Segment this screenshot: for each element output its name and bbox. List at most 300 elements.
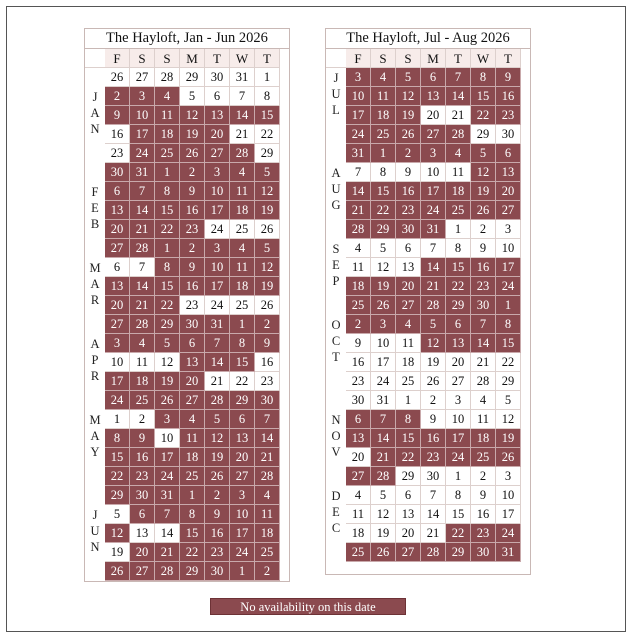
day-cell-unavailable: 27 [230,467,255,486]
day-cell-available: 19 [421,353,446,372]
day-cell-available: 20 [396,524,421,543]
day-cell-unavailable: 29 [155,315,180,334]
day-cell-unavailable: 20 [180,372,205,391]
calendar-title: The Hayloft, Jul - Aug 2026 [326,29,530,49]
day-cell-unavailable: 24 [496,277,521,296]
weekday-label: T [205,49,230,68]
day-cell-available: 7 [346,163,371,182]
day-cell-unavailable: 12 [255,258,280,277]
day-cell-unavailable: 29 [105,486,130,505]
day-cell-unavailable: 28 [230,144,255,163]
day-cell-unavailable: 30 [471,543,496,562]
day-cell-unavailable: 14 [446,87,471,106]
day-cell-unavailable: 25 [155,144,180,163]
day-cell-available: 4 [346,239,371,258]
day-cell-unavailable: 16 [471,258,496,277]
day-cell-unavailable: 8 [496,315,521,334]
day-cell-unavailable: 28 [371,467,396,486]
day-cell-available: 21 [205,372,230,391]
day-cell-available: 9 [346,334,371,353]
day-cell-unavailable: 28 [346,220,371,239]
day-cell-unavailable: 24 [155,467,180,486]
day-cell-unavailable: 13 [446,334,471,353]
day-cell-unavailable: 6 [446,315,471,334]
day-cell-unavailable: 15 [371,182,396,201]
day-cell-unavailable: 17 [130,125,155,144]
day-cell-available: 25 [396,372,421,391]
day-cell-available: 3 [496,467,521,486]
day-cell-unavailable: 21 [371,448,396,467]
day-cell-unavailable: 19 [255,277,280,296]
day-cell-unavailable: 25 [180,467,205,486]
day-cell-unavailable: 27 [105,315,130,334]
day-cell-unavailable: 12 [180,106,205,125]
day-cell-unavailable: 16 [421,429,446,448]
day-cell-available: 20 [421,106,446,125]
weekday-label: T [255,49,280,68]
day-cell-unavailable: 6 [421,68,446,87]
day-cell-unavailable: 1 [155,239,180,258]
day-cell-available: 26 [255,296,280,315]
day-cell-unavailable: 16 [205,524,230,543]
day-cell-available: 4 [346,486,371,505]
day-cell-unavailable: 18 [255,524,280,543]
day-cell-available: 5 [371,239,396,258]
day-cell-unavailable: 1 [180,486,205,505]
day-cell-unavailable: 4 [230,239,255,258]
day-cell-available: 8 [371,163,396,182]
day-cell-unavailable: 10 [346,87,371,106]
day-cell-unavailable: 25 [346,296,371,315]
day-cell-available: 29 [471,125,496,144]
day-cell-unavailable: 20 [105,296,130,315]
day-cell-unavailable: 2 [205,486,230,505]
day-cell-unavailable: 22 [105,467,130,486]
day-cell-unavailable: 18 [230,201,255,220]
day-cell-available: 13 [130,524,155,543]
day-cell-available: 30 [205,68,230,87]
day-cell-available: 9 [471,486,496,505]
calendar-title: The Hayloft, Jan - Jun 2026 [85,29,289,49]
weekday-spacer [85,49,105,68]
day-cell-unavailable: 2 [255,315,280,334]
day-cell-available: 18 [396,353,421,372]
month-label: A P R [90,337,100,383]
day-cell-unavailable: 22 [446,277,471,296]
day-cell-available: 10 [155,429,180,448]
day-cell-unavailable: 21 [130,296,155,315]
day-cell-unavailable: 6 [230,410,255,429]
day-cell-unavailable: 2 [105,87,130,106]
month-label: M A Y [89,413,101,459]
day-cell-unavailable: 14 [421,258,446,277]
day-cell-unavailable: 26 [471,201,496,220]
day-cell-unavailable: 18 [346,277,371,296]
day-cell-unavailable: 14 [471,334,496,353]
day-cell-unavailable: 12 [471,163,496,182]
day-cell-unavailable: 3 [105,334,130,353]
day-cell-unavailable: 5 [471,144,496,163]
day-cell-unavailable: 24 [421,201,446,220]
day-cell-unavailable: 23 [496,106,521,125]
day-cell-unavailable: 25 [130,391,155,410]
day-cell-available: 12 [371,258,396,277]
day-cell-available: 23 [255,372,280,391]
day-cell-unavailable: 29 [180,562,205,581]
day-cell-available: 20 [446,353,471,372]
day-cell-unavailable: 28 [446,125,471,144]
weekday-header [326,49,530,68]
month-column [85,68,105,581]
calendar-grid [85,68,289,581]
day-cell-unavailable: 9 [180,258,205,277]
day-cell-unavailable: 15 [396,429,421,448]
day-cell-available: 9 [471,239,496,258]
day-cell-unavailable: 9 [180,182,205,201]
day-cell-available: 26 [255,220,280,239]
day-cell-available: 25 [230,296,255,315]
day-cell-available: 22 [255,125,280,144]
day-cell-unavailable: 13 [346,429,371,448]
day-cell-unavailable: 23 [421,448,446,467]
day-cell-available: 7 [421,239,446,258]
weekday-label: F [346,49,371,68]
day-cell-unavailable: 12 [105,524,130,543]
day-cell-unavailable: 3 [371,315,396,334]
day-cell-available: 2 [130,410,155,429]
day-cell-unavailable: 17 [446,429,471,448]
day-cell-available: 11 [346,258,371,277]
day-cell-available: 1 [396,391,421,410]
weekday-spacer [326,49,346,68]
day-cell-available: 9 [421,410,446,429]
day-cell-available: 17 [371,353,396,372]
day-cell-unavailable: 4 [155,87,180,106]
day-cell-unavailable: 5 [205,410,230,429]
day-cell-unavailable: 25 [471,448,496,467]
day-cell-unavailable: 8 [230,334,255,353]
day-cell-unavailable: 19 [471,182,496,201]
day-cell-available: 11 [346,505,371,524]
day-cell-unavailable: 7 [155,505,180,524]
day-cell-unavailable: 20 [205,125,230,144]
day-cell-unavailable: 11 [180,429,205,448]
weekday-label: T [496,49,521,68]
day-cell-unavailable: 19 [180,125,205,144]
month-label: J U L [331,71,341,117]
day-cell-unavailable: 28 [130,315,155,334]
day-cell-unavailable: 23 [205,543,230,562]
day-cell-available: 30 [421,467,446,486]
day-cell-unavailable: 24 [230,543,255,562]
day-cell-unavailable: 18 [230,277,255,296]
day-cell-unavailable: 9 [130,429,155,448]
day-cell-unavailable: 15 [105,448,130,467]
weekday-label: T [446,49,471,68]
day-cell-unavailable: 23 [396,201,421,220]
day-cell-unavailable: 11 [230,258,255,277]
day-cell-available: 10 [496,486,521,505]
day-cell-unavailable: 1 [371,144,396,163]
day-cell-unavailable: 8 [155,182,180,201]
day-cell-available: 8 [446,486,471,505]
day-cell-available: 22 [496,353,521,372]
day-cell-available: 1 [255,68,280,87]
day-cell-unavailable: 20 [130,543,155,562]
day-cell-unavailable: 18 [130,372,155,391]
day-cell-unavailable: 19 [205,448,230,467]
day-cell-unavailable: 27 [396,543,421,562]
day-cell-available: 31 [230,68,255,87]
day-cell-unavailable: 27 [180,391,205,410]
day-cell-unavailable: 17 [205,201,230,220]
day-cell-available: 26 [421,372,446,391]
day-cell-unavailable: 10 [205,258,230,277]
month-label: M A R [89,261,101,307]
day-cell-unavailable: 29 [446,543,471,562]
weekday-label: S [396,49,421,68]
day-cell-unavailable: 4 [446,144,471,163]
day-cell-available: 14 [421,505,446,524]
day-cell-unavailable: 17 [230,524,255,543]
calendar-grid [326,68,530,574]
day-cell-unavailable: 30 [180,315,205,334]
day-cell-unavailable: 13 [180,353,205,372]
day-cell-available: 8 [255,87,280,106]
day-cell-unavailable: 7 [205,334,230,353]
day-cell-unavailable: 20 [496,182,521,201]
day-cell-unavailable: 30 [255,391,280,410]
day-cell-unavailable: 22 [180,543,205,562]
day-cell-unavailable: 3 [230,486,255,505]
day-cell-unavailable: 15 [471,87,496,106]
day-cell-unavailable: 26 [205,467,230,486]
day-cell-available: 23 [180,296,205,315]
day-cell-unavailable: 22 [471,106,496,125]
day-cell-unavailable: 29 [230,391,255,410]
day-cell-unavailable: 21 [255,448,280,467]
day-cell-unavailable: 30 [471,296,496,315]
day-cell-unavailable: 15 [155,201,180,220]
day-cell-unavailable: 2 [255,562,280,581]
day-cell-available: 10 [496,239,521,258]
day-cell-available: 24 [205,296,230,315]
day-cell-unavailable: 3 [205,239,230,258]
day-cell-unavailable: 7 [446,68,471,87]
day-cell-unavailable: 1 [496,296,521,315]
weekday-label: F [105,49,130,68]
day-cell-available: 29 [180,68,205,87]
day-cell-available: 24 [371,372,396,391]
day-cell-unavailable: 20 [105,220,130,239]
day-cell-unavailable: 16 [180,277,205,296]
day-cell-unavailable: 14 [346,182,371,201]
day-cell-available: 11 [446,163,471,182]
day-cell-unavailable: 22 [155,220,180,239]
day-cell-available: 8 [446,239,471,258]
day-cell-unavailable: 15 [496,334,521,353]
day-cell-unavailable: 12 [421,334,446,353]
day-cell-unavailable: 5 [421,315,446,334]
day-cell-available: 21 [230,125,255,144]
day-cell-unavailable: 7 [255,410,280,429]
day-cell-unavailable: 18 [180,448,205,467]
day-cell-available: 16 [471,505,496,524]
day-cell-unavailable: 11 [230,182,255,201]
day-cell-unavailable: 1 [230,315,255,334]
day-cell-available: 7 [421,486,446,505]
day-cell-unavailable: 17 [155,448,180,467]
day-cell-unavailable: 12 [205,429,230,448]
day-cell-unavailable: 13 [421,87,446,106]
day-cell-unavailable: 3 [130,87,155,106]
day-cell-available: 16 [255,353,280,372]
day-cell-unavailable: 3 [421,144,446,163]
day-cell-available: 11 [130,353,155,372]
day-cell-available: 29 [496,372,521,391]
day-cell-unavailable: 20 [396,277,421,296]
day-cell-unavailable: 10 [205,182,230,201]
day-cell-unavailable: 12 [255,182,280,201]
day-cell-available: 6 [105,258,130,277]
day-cell-unavailable: 10 [230,505,255,524]
day-cell-unavailable: 13 [205,106,230,125]
day-cell-unavailable: 21 [346,201,371,220]
day-cell-unavailable: 14 [255,429,280,448]
day-cell-available: 25 [230,220,255,239]
legend-no-availability: No availability on this date [210,598,406,615]
day-cell-unavailable: 21 [155,543,180,562]
day-cell-available: 1 [446,220,471,239]
day-cell-unavailable: 23 [471,524,496,543]
day-cell-available: 29 [255,144,280,163]
day-cell-available: 7 [130,258,155,277]
day-cell-available: 13 [396,258,421,277]
day-cell-unavailable: 13 [230,429,255,448]
day-cell-unavailable: 4 [230,163,255,182]
day-cell-unavailable: 22 [371,201,396,220]
day-cell-unavailable: 9 [255,334,280,353]
day-cell-unavailable: 7 [130,182,155,201]
day-cell-unavailable: 2 [180,163,205,182]
day-cell-unavailable: 6 [105,182,130,201]
day-cell-unavailable: 11 [371,87,396,106]
day-cell-unavailable: 31 [421,220,446,239]
day-cell-available: 6 [205,87,230,106]
day-cell-unavailable: 11 [255,505,280,524]
day-cell-unavailable: 12 [396,87,421,106]
day-cell-unavailable: 19 [155,372,180,391]
day-cell-unavailable: 25 [346,543,371,562]
day-cell-unavailable: 30 [130,486,155,505]
day-cell-available: 18 [346,524,371,543]
day-cell-available: 19 [371,524,396,543]
day-cell-available: 7 [230,87,255,106]
day-cell-unavailable: 28 [205,391,230,410]
weekday-label: W [230,49,255,68]
day-cell-available: 23 [105,144,130,163]
day-cell-unavailable: 15 [180,524,205,543]
day-cell-available: 10 [371,334,396,353]
weekday-label: M [421,49,446,68]
day-cell-unavailable: 31 [155,486,180,505]
day-cell-unavailable: 19 [496,429,521,448]
month-label: O C T [331,318,341,364]
day-cell-unavailable: 29 [371,220,396,239]
day-cell-unavailable: 13 [105,277,130,296]
day-cell-unavailable: 8 [105,429,130,448]
day-cell-unavailable: 3 [155,410,180,429]
day-cell-unavailable: 18 [371,106,396,125]
day-cell-unavailable: 4 [371,68,396,87]
day-cell-unavailable: 24 [496,524,521,543]
day-cell-unavailable: 6 [130,505,155,524]
day-cell-unavailable: 22 [446,524,471,543]
day-cell-available: 9 [396,163,421,182]
day-cell-available: 10 [446,410,471,429]
day-cell-unavailable: 24 [130,144,155,163]
day-cell-available: 1 [446,467,471,486]
day-cell-available: 2 [421,391,446,410]
month-label: F E B [90,185,100,231]
day-cell-unavailable: 16 [130,448,155,467]
day-cell-unavailable: 27 [205,144,230,163]
day-cell-unavailable: 9 [205,505,230,524]
day-cell-unavailable: 22 [155,296,180,315]
day-cell-unavailable: 30 [105,163,130,182]
day-cell-unavailable: 27 [105,239,130,258]
day-cell-unavailable: 4 [130,334,155,353]
day-cell-available: 10 [421,163,446,182]
day-cell-unavailable: 31 [205,315,230,334]
day-cell-unavailable: 23 [130,467,155,486]
day-cell-unavailable: 18 [155,125,180,144]
month-label: D E C [331,489,341,535]
day-cell-unavailable: 24 [346,125,371,144]
day-cell-available: 17 [496,505,521,524]
day-cell-available: 23 [346,372,371,391]
day-cell-unavailable: 13 [496,163,521,182]
day-cell-unavailable: 15 [230,353,255,372]
day-cell-available: 31 [371,391,396,410]
day-cell-unavailable: 24 [105,391,130,410]
calendar-jan-jun [84,28,290,582]
day-cell-available: 6 [396,239,421,258]
day-cell-available: 5 [496,391,521,410]
day-cell-available: 3 [446,391,471,410]
day-cell-available: 11 [471,410,496,429]
day-cell-available: 22 [230,372,255,391]
day-cell-unavailable: 26 [371,543,396,562]
day-cell-unavailable: 2 [346,315,371,334]
day-cell-unavailable: 2 [180,239,205,258]
day-cell-available: 12 [155,353,180,372]
day-cell-unavailable: 28 [421,296,446,315]
day-cell-unavailable: 27 [396,296,421,315]
day-cell-unavailable: 26 [496,448,521,467]
day-cell-unavailable: 16 [396,182,421,201]
day-cell-available: 28 [155,68,180,87]
month-label: A U G [331,166,341,212]
day-cell-unavailable: 19 [371,277,396,296]
day-cell-available: 16 [346,353,371,372]
day-cell-available: 21 [471,353,496,372]
day-cell-available: 20 [346,448,371,467]
day-cell-unavailable: 25 [371,125,396,144]
day-cell-unavailable: 5 [396,68,421,87]
day-cell-unavailable: 27 [496,201,521,220]
day-cell-unavailable: 7 [371,410,396,429]
